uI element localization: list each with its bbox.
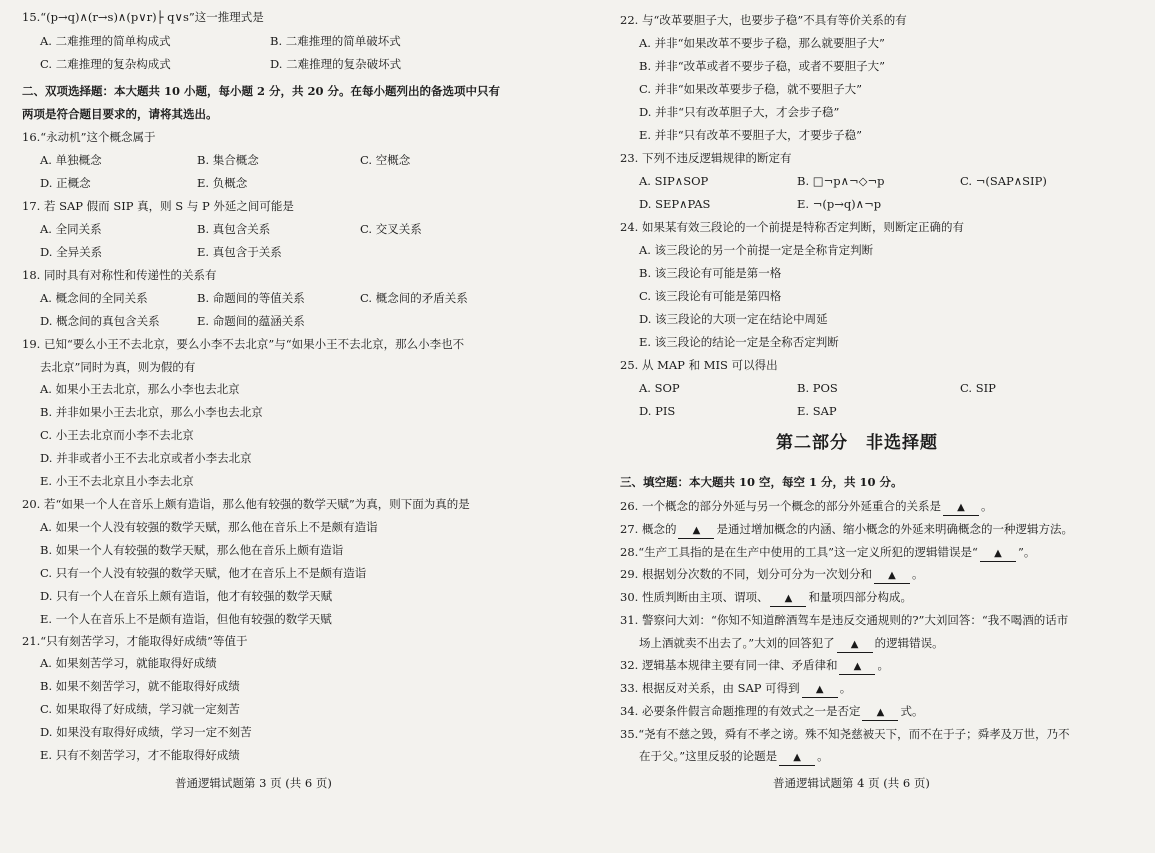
q32-blank[interactable] [839, 658, 875, 675]
question-33 [620, 681, 851, 698]
question-34 [620, 704, 923, 721]
q28-text: 28.“生产工具指的是在生产中使用的工具”这一定义所犯的逻辑错误是“ [620, 545, 978, 559]
q34-text-end: 式。 [900, 704, 924, 718]
q24-option-e: E. 该三段论的结论一定是全称否定判断 [639, 335, 839, 349]
question-28 [620, 545, 1035, 562]
q24-option-a: A. 该三段论的另一个前提一定是全称肯定判断 [639, 243, 874, 257]
q25-option-b: B. POS [797, 381, 838, 395]
q25-option-e: E. SAP [797, 404, 837, 418]
q23-option-d: D. SEP∧PAS [639, 197, 711, 211]
question-19-stem: 19. 已知“要么小王不去北京，要么小李不去北京”与“如果小王不去北京，那么小李也不 [22, 337, 465, 351]
q30-text-end: 和量项四部分构成。 [808, 590, 912, 604]
question-17-stem: 17. 若 SAP 假而 SIP 真，则 S 与 P 外延之间可能是 [22, 199, 294, 213]
q19-option-e: E. 小王不去北京且小李去北京 [40, 474, 194, 488]
question-25-stem: 25. 从 MAP 和 MIS 可以得出 [620, 358, 778, 372]
question-27 [620, 522, 1073, 539]
q19-option-a: A. 如果小王去北京，那么小李也去北京 [40, 382, 240, 396]
q33-blank[interactable] [802, 681, 838, 698]
q33-text: 33. 根据反对关系，由 SAP 可得到 [620, 681, 800, 695]
q16-option-a: A. 单独概念 [40, 153, 102, 167]
q29-blank[interactable] [874, 567, 910, 584]
q22-option-a: A. 并非“如果改革不要步子稳，那么就要胆子大” [639, 36, 885, 50]
q35-text: 在于父。”这里反驳的论题是 [639, 749, 778, 763]
blank-marker-icon: ▲ [957, 502, 965, 513]
question-35-line-1: 35.“尧有不慈之毁，舜有不孝之谤。殊不知尧慈被天下，而不在于子；舜孝及万世，乃不 [620, 727, 1070, 741]
q25-option-d: D. PIS [639, 404, 676, 418]
blank-marker-icon: ▲ [784, 593, 793, 604]
q20-option-d: D. 只有一个人在音乐上颇有造诣，他才有较强的数学天赋 [40, 589, 333, 603]
question-31-line-1: 31. 警察问大刘：“你知不知道醉酒驾车是违反交通规则的?”大刘回答：“我不喝酒的话市 [620, 613, 1069, 627]
q23-option-b: B. □¬p∧¬◇¬p [797, 174, 885, 188]
q20-option-c: C. 只有一个人没有较强的数学天赋，他才在音乐上不是颇有造诣 [40, 566, 367, 580]
q26-text-end: 。 [980, 499, 993, 513]
question-30 [620, 590, 912, 607]
blank-marker-icon: ▲ [815, 684, 824, 695]
q17-option-e: E. 真包含于关系 [197, 245, 282, 259]
q19-option-b: B. 并非如果小王去北京，那么小李也去北京 [40, 405, 263, 419]
q17-option-c: C. 交叉关系 [360, 222, 422, 236]
q19-option-d: D. 并非或者小王不去北京或者小李去北京 [40, 451, 252, 465]
q22-option-b: B. 并非“改革或者不要步子稳，或者不要胆子大” [639, 59, 886, 73]
q18-option-b: B. 命题间的等值关系 [197, 291, 305, 305]
q30-blank[interactable] [770, 590, 806, 607]
q20-option-e: E. 一个人在音乐上不是颇有造诣，但他有较强的数学天赋 [40, 612, 332, 626]
q22-option-e: E. 并非“只有改革不要胆子大，才要步子稳” [639, 128, 862, 142]
q23-option-e: E. ¬(p→q)∧¬p [797, 197, 882, 211]
question-18-stem: 18. 同时具有对称性和传递性的关系有 [22, 268, 217, 282]
q35-text-end: 。 [817, 749, 829, 763]
question-19-stem-cont: 去北京”同时为真，则为假的有 [40, 360, 196, 374]
q33-text-end: 。 [839, 681, 852, 695]
q24-option-b: B. 该三段论有可能是第一格 [639, 266, 782, 280]
blank-marker-icon: ▲ [994, 548, 1002, 559]
q28-text-end: ”。 [1017, 545, 1036, 559]
q24-option-d: D. 该三段论的大项一定在结论中周延 [639, 312, 828, 326]
part-2-title: 第二部分 非选择题 [776, 433, 938, 453]
question-24-stem: 24. 如果某有效三段论的一个前提是特称否定判断，则断定正确的有 [620, 220, 964, 234]
q15-option-a: A. 二难推理的简单构成式 [40, 34, 171, 48]
blank-marker-icon: ▲ [692, 525, 701, 536]
q35-blank[interactable] [779, 749, 815, 766]
q17-option-a: A. 全同关系 [40, 222, 102, 236]
question-32 [620, 658, 889, 675]
q27-blank[interactable] [678, 522, 714, 539]
q15-option-b: B. 二难推理的简单破坏式 [270, 34, 401, 48]
question-16-stem: 16.“永动机”这个概念属于 [22, 130, 156, 144]
blank-marker-icon: ▲ [876, 707, 885, 718]
q31-text-end: 的逻辑错误。 [874, 636, 944, 650]
q31-blank[interactable] [837, 636, 873, 653]
q16-option-d: D. 正概念 [40, 176, 91, 190]
q27-text: 27. 概念的 [620, 522, 677, 536]
right-exam-page [578, 0, 1155, 853]
q17-option-d: D. 全异关系 [40, 245, 103, 259]
question-22-stem: 22. 与“改革要胆子大，也要步子稳”不具有等价关系的有 [620, 13, 907, 27]
q34-blank[interactable] [862, 704, 898, 721]
q23-option-a: A. SIP∧SOP [639, 174, 709, 188]
q32-text-end: 。 [877, 658, 889, 672]
section-2-heading-cont: 两项是符合题目要求的，请将其选出。 [22, 107, 218, 121]
q25-option-c: C. SIP [960, 381, 996, 395]
question-20-stem: 20. 若“如果一个人在音乐上颇有造诣，那么他有较强的数学天赋”为真，则下面为真的是 [22, 497, 470, 511]
q25-option-a: A. SOP [639, 381, 680, 395]
q15-option-d: D. 二难推理的复杂破坏式 [270, 57, 402, 71]
question-15-stem: 15.“(p→q)∧(r→s)∧(p∨r)├ q∨s”这一推理式是 [22, 10, 264, 24]
q31-text: 场上酒就卖不出去了。”大刘的回答犯了 [639, 636, 835, 650]
q16-option-c: C. 空概念 [360, 153, 411, 167]
question-35-line-2 [639, 749, 829, 766]
question-26 [620, 499, 992, 516]
q28-blank[interactable] [980, 545, 1016, 562]
q20-option-a: A. 如果一个人没有较强的数学天赋，那么他在音乐上不是颇有造诣 [40, 520, 378, 534]
q18-option-e: E. 命题间的蕴涵关系 [197, 314, 305, 328]
q24-option-c: C. 该三段论有可能是第四格 [639, 289, 782, 303]
q32-text: 32. 逻辑基本规律主要有同一律、矛盾律和 [620, 658, 838, 672]
section-3-heading: 三、填空题：本大题共 10 空，每空 1 分，共 10 分。 [620, 475, 903, 489]
q17-option-b: B. 真包含关系 [197, 222, 271, 236]
q22-option-d: D. 并非“只有改革胆子大，才会步子稳” [639, 105, 840, 119]
q21-option-c: C. 如果取得了好成绩，学习就一定刻苦 [40, 702, 240, 716]
blank-marker-icon: ▲ [888, 570, 896, 581]
section-2-heading: 二、双项选择题：本大题共 10 小题，每小题 2 分，共 20 分。在每小题列出的备选项中只有 [22, 84, 501, 98]
q15-option-c: C. 二难推理的复杂构成式 [40, 57, 171, 71]
q21-option-b: B. 如果不刻苦学习，就不能取得好成绩 [40, 679, 240, 693]
q18-option-c: C. 概念间的矛盾关系 [360, 291, 468, 305]
q16-option-b: B. 集合概念 [197, 153, 259, 167]
question-21-stem: 21.“只有刻苦学习，才能取得好成绩”等值于 [22, 634, 248, 648]
question-31-line-2 [639, 636, 944, 653]
blank-marker-icon: ▲ [850, 639, 859, 650]
q21-option-e: E. 只有不刻苦学习，才不能取得好成绩 [40, 748, 240, 762]
q16-option-e: E. 负概念 [197, 176, 248, 190]
right-page-footer: 普通逻辑试题第 4 页 (共 6 页) [773, 776, 930, 790]
q21-option-a: A. 如果刻苦学习，就能取得好成绩 [40, 656, 217, 670]
q29-text-end: 。 [911, 567, 924, 581]
q26-text: 26. 一个概念的部分外延与另一个概念的部分外延重合的关系是 [620, 499, 941, 513]
q18-option-d: D. 概念间的真包含关系 [40, 314, 160, 328]
q34-text: 34. 必要条件假言命题推理的有效式之一是否定 [620, 704, 861, 718]
q23-option-c: C. ¬(SAP∧SIP) [960, 174, 1047, 188]
q19-option-c: C. 小王去北京而小李不去北京 [40, 428, 194, 442]
blank-marker-icon: ▲ [793, 752, 801, 763]
q20-option-b: B. 如果一个人有较强的数学天赋，那么他在音乐上颇有造诣 [40, 543, 344, 557]
q27-text-end: 是通过增加概念的内涵、缩小概念的外延来明确概念的一种逻辑方法。 [716, 522, 1073, 536]
question-23-stem: 23. 下列不违反逻辑规律的断定有 [620, 151, 792, 165]
q30-text: 30. 性质判断由主项、谓项、 [620, 590, 769, 604]
left-page-footer: 普通逻辑试题第 3 页 (共 6 页) [175, 776, 332, 790]
q18-option-a: A. 概念间的全同关系 [40, 291, 148, 305]
q22-option-c: C. 并非“如果改革要步子稳，就不要胆子大” [639, 82, 862, 96]
question-29 [620, 567, 923, 584]
blank-marker-icon: ▲ [853, 661, 862, 672]
q21-option-d: D. 如果没有取得好成绩，学习一定不刻苦 [40, 725, 252, 739]
q26-blank[interactable] [943, 499, 979, 516]
q29-text: 29. 根据划分次数的不同，划分可分为一次划分和 [620, 567, 872, 581]
